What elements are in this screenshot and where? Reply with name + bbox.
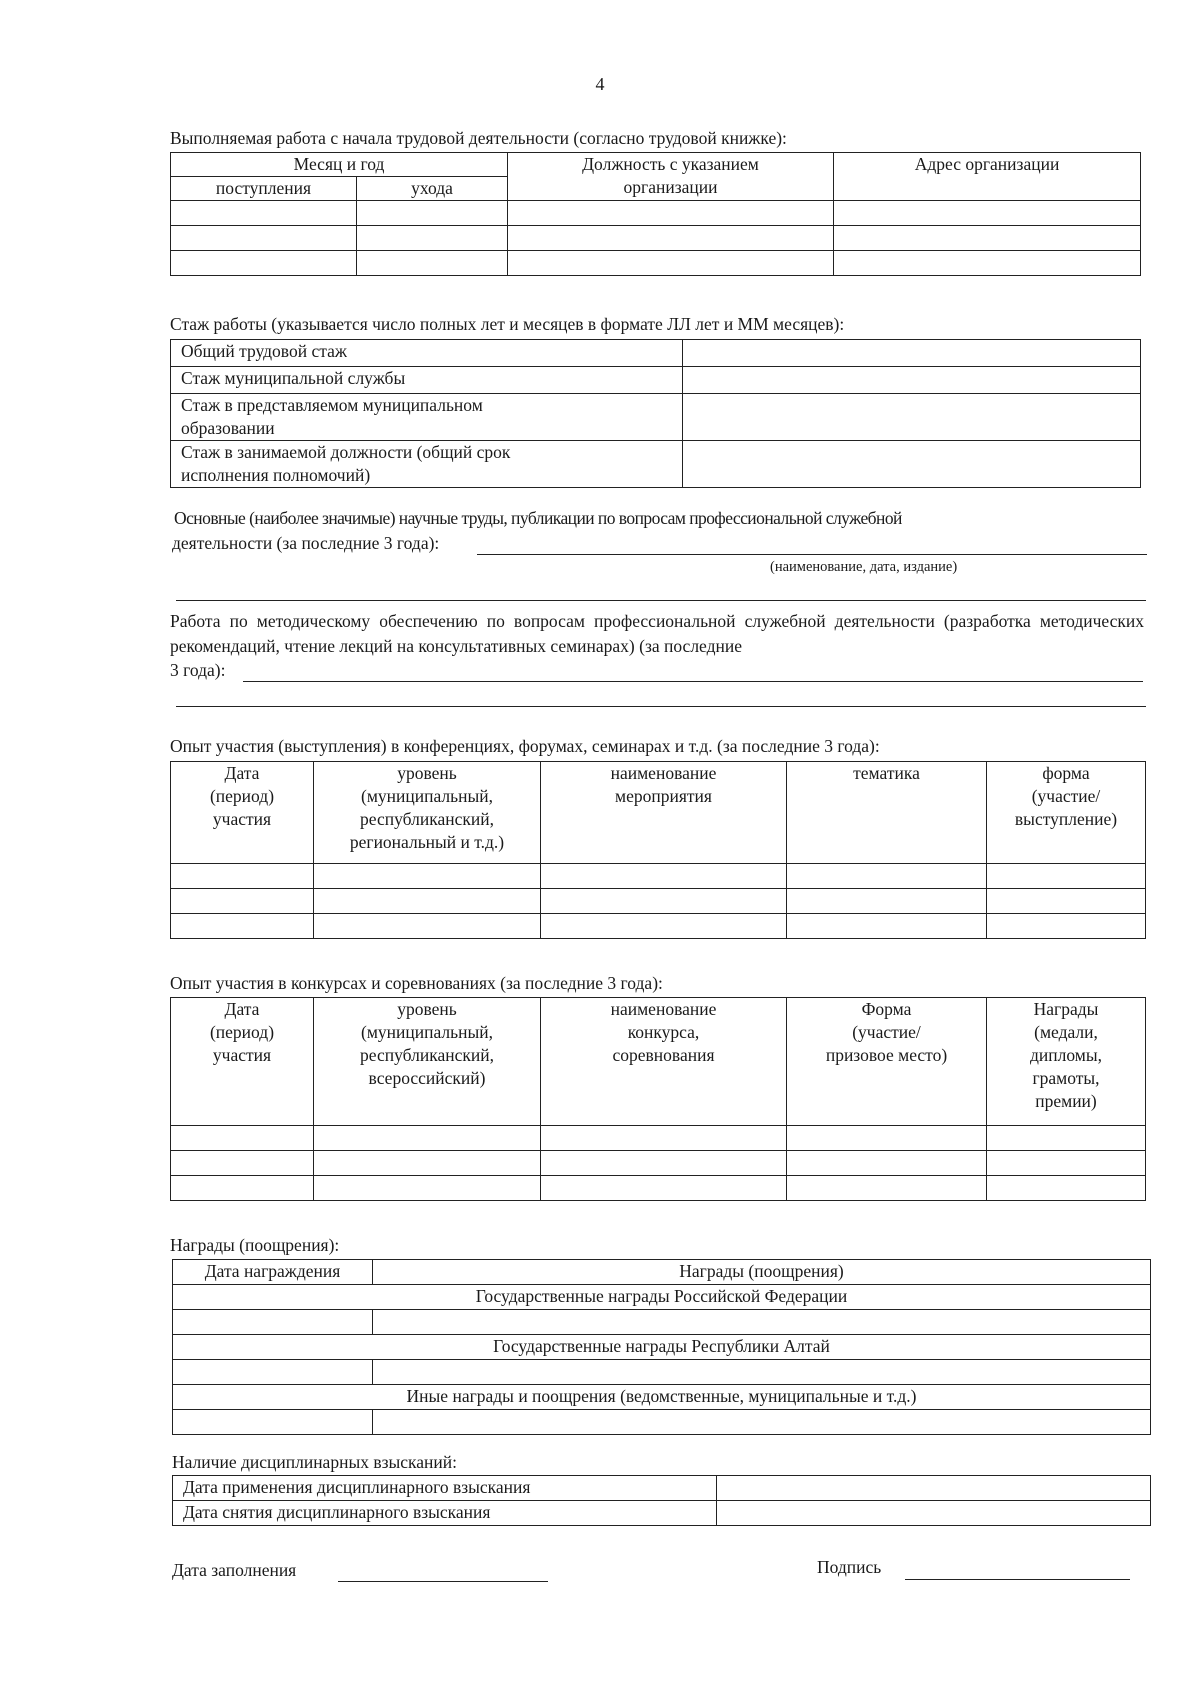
table-row bbox=[173, 1476, 1151, 1501]
table-row bbox=[171, 226, 1141, 251]
awards-section-other: Иные награды и поощрения (ведомственные, муниципальные и т.д.) bbox=[173, 1385, 1151, 1410]
comp-header-name: наименование конкурса, соревнования bbox=[541, 998, 787, 1126]
work-cell[interactable] bbox=[357, 201, 508, 226]
conf-cell[interactable] bbox=[314, 889, 541, 914]
seniority-title: Стаж работы (указывается число полных лет и месяцев в формате ЛЛ лет и ММ месяцев): bbox=[170, 314, 845, 334]
table-row bbox=[171, 394, 1141, 441]
seniority-position-label: Стаж в занимаемой должности (общий срок исполнения полномочий) bbox=[171, 441, 683, 488]
methodical-answer-line-2[interactable] bbox=[176, 706, 1146, 707]
methodical-text: Работа по методическому обеспечению по вопросам профессиональной служебной деятельности (разработка методических рекомендаций, чтение лекций на консультативных семинарах) (за последние bbox=[170, 611, 1144, 656]
seniority-municipal-value[interactable] bbox=[683, 367, 1141, 394]
competitions-table bbox=[170, 997, 1146, 1201]
seniority-total-value[interactable] bbox=[683, 340, 1141, 367]
disciplinary-removed-value[interactable] bbox=[717, 1501, 1151, 1526]
table-row bbox=[173, 1501, 1151, 1526]
publications-line2: деятельности (за последние 3 года): bbox=[172, 533, 440, 553]
comp-header-date: Дата (период) участия bbox=[171, 998, 314, 1126]
work-cell[interactable] bbox=[171, 251, 357, 276]
work-cell[interactable] bbox=[357, 251, 508, 276]
comp-cell[interactable] bbox=[541, 1176, 787, 1201]
awards-title: Награды (поощрения): bbox=[170, 1235, 340, 1255]
publications-line1: Основные (наиболее значимые) научные труды, публикации по вопросам профессиональной служебной bbox=[174, 508, 902, 528]
work-cell[interactable] bbox=[171, 226, 357, 251]
publications-answer-line[interactable] bbox=[477, 554, 1147, 555]
work-history-header-start: поступления bbox=[171, 177, 357, 201]
work-cell[interactable] bbox=[508, 201, 834, 226]
comp-cell[interactable] bbox=[987, 1126, 1146, 1151]
table-header-row bbox=[171, 762, 1146, 864]
work-cell[interactable] bbox=[834, 201, 1141, 226]
disciplinary-title: Наличие дисциплинарных взысканий: bbox=[172, 1452, 457, 1472]
table-row bbox=[171, 201, 1141, 226]
conf-cell[interactable] bbox=[987, 914, 1146, 939]
seniority-region-value[interactable] bbox=[683, 394, 1141, 441]
seniority-region-label: Стаж в представляемом муниципальном образовании bbox=[171, 394, 683, 441]
methodical-answer-line[interactable] bbox=[243, 681, 1143, 682]
conf-header-level: уровень (муниципальный, республиканский, региональный и т.д.) bbox=[314, 762, 541, 864]
conf-header-date: Дата (период) участия bbox=[171, 762, 314, 864]
table-row bbox=[171, 441, 1141, 488]
disciplinary-applied-label: Дата применения дисциплинарного взыскания bbox=[173, 1476, 717, 1501]
awards-cell-award[interactable] bbox=[373, 1360, 1151, 1385]
awards-header-awards: Награды (поощрения) bbox=[373, 1260, 1151, 1285]
work-cell[interactable] bbox=[171, 201, 357, 226]
comp-cell[interactable] bbox=[787, 1126, 987, 1151]
comp-cell[interactable] bbox=[787, 1176, 987, 1201]
comp-cell[interactable] bbox=[987, 1176, 1146, 1201]
seniority-position-value[interactable] bbox=[683, 441, 1141, 488]
table-row bbox=[173, 1385, 1151, 1410]
table-row bbox=[173, 1310, 1151, 1335]
work-history-header-end: ухода bbox=[357, 177, 508, 201]
work-history-header-address: Адрес организации bbox=[834, 153, 1141, 201]
comp-header-form: Форма (участие/ призовое место) bbox=[787, 998, 987, 1126]
competitions-title: Опыт участия в конкурсах и соревнованиях (за последние 3 года): bbox=[170, 973, 663, 993]
work-cell[interactable] bbox=[508, 251, 834, 276]
table-row bbox=[173, 1335, 1151, 1360]
work-history-header-month-year: Месяц и год bbox=[171, 153, 508, 177]
conf-cell[interactable] bbox=[787, 864, 987, 889]
table-row bbox=[171, 1151, 1146, 1176]
seniority-total-label: Общий трудовой стаж bbox=[171, 340, 683, 367]
disciplinary-table bbox=[172, 1475, 1151, 1526]
work-cell[interactable] bbox=[834, 251, 1141, 276]
table-row bbox=[171, 340, 1141, 367]
conf-cell[interactable] bbox=[541, 914, 787, 939]
work-history-title: Выполняемая работа с начала трудовой деятельности (согласно трудовой книжке): bbox=[170, 128, 787, 148]
conf-header-form: форма (участие/ выступление) bbox=[987, 762, 1146, 864]
awards-cell-date[interactable] bbox=[173, 1310, 373, 1335]
conf-cell[interactable] bbox=[171, 889, 314, 914]
table-row bbox=[171, 1126, 1146, 1151]
conf-cell[interactable] bbox=[987, 889, 1146, 914]
comp-cell[interactable] bbox=[171, 1176, 314, 1201]
comp-cell[interactable] bbox=[314, 1126, 541, 1151]
conf-cell[interactable] bbox=[171, 914, 314, 939]
comp-cell[interactable] bbox=[787, 1151, 987, 1176]
comp-cell[interactable] bbox=[171, 1151, 314, 1176]
fill-date-label: Дата заполнения bbox=[172, 1560, 297, 1580]
conferences-table bbox=[170, 761, 1146, 939]
awards-section-ra: Государственные награды Республики Алтай bbox=[173, 1335, 1151, 1360]
conf-cell[interactable] bbox=[541, 889, 787, 914]
table-row bbox=[173, 1410, 1151, 1435]
seniority-table bbox=[170, 339, 1141, 488]
awards-header-date: Дата награждения bbox=[173, 1260, 373, 1285]
table-row bbox=[171, 251, 1141, 276]
conf-cell[interactable] bbox=[541, 864, 787, 889]
awards-cell-award[interactable] bbox=[373, 1410, 1151, 1435]
table-row bbox=[173, 1260, 1151, 1285]
table-row bbox=[171, 864, 1146, 889]
seniority-municipal-label: Стаж муниципальной службы bbox=[171, 367, 683, 394]
disciplinary-applied-value[interactable] bbox=[717, 1476, 1151, 1501]
awards-cell-award[interactable] bbox=[373, 1310, 1151, 1335]
table-row bbox=[173, 1285, 1151, 1310]
table-row bbox=[171, 1176, 1146, 1201]
conf-cell[interactable] bbox=[787, 914, 987, 939]
comp-cell[interactable] bbox=[314, 1176, 541, 1201]
table-row bbox=[171, 367, 1141, 394]
table-header-row bbox=[171, 998, 1146, 1126]
comp-header-level: уровень (муниципальный, республиканский, всероссийский) bbox=[314, 998, 541, 1126]
conf-header-topic: тематика bbox=[787, 762, 987, 864]
work-history-table bbox=[170, 152, 1141, 276]
awards-cell-date[interactable] bbox=[173, 1360, 373, 1385]
awards-cell-date[interactable] bbox=[173, 1410, 373, 1435]
signature-line[interactable] bbox=[905, 1579, 1130, 1580]
disciplinary-removed-label: Дата снятия дисциплинарного взыскания bbox=[173, 1501, 717, 1526]
work-cell[interactable] bbox=[508, 226, 834, 251]
awards-section-rf: Государственные награды Российской Федерации bbox=[173, 1285, 1151, 1310]
table-row bbox=[171, 914, 1146, 939]
signature-label: Подпись bbox=[817, 1557, 882, 1577]
conferences-title: Опыт участия (выступления) в конференциях, форумах, семинарах и т.д. (за последние 3 года): bbox=[170, 736, 880, 756]
methodical-last-line: 3 года): bbox=[170, 660, 226, 680]
conf-cell[interactable] bbox=[314, 864, 541, 889]
comp-cell[interactable] bbox=[541, 1126, 787, 1151]
conf-cell[interactable] bbox=[987, 864, 1146, 889]
awards-table bbox=[172, 1259, 1151, 1435]
comp-cell[interactable] bbox=[987, 1151, 1146, 1176]
work-cell[interactable] bbox=[357, 226, 508, 251]
comp-cell[interactable] bbox=[171, 1126, 314, 1151]
comp-header-awards: Награды (медали, дипломы, грамоты, премии) bbox=[987, 998, 1146, 1126]
conf-header-name: наименование мероприятия bbox=[541, 762, 787, 864]
table-row bbox=[173, 1360, 1151, 1385]
table-row bbox=[171, 889, 1146, 914]
fill-date-line[interactable] bbox=[338, 1581, 548, 1582]
comp-cell[interactable] bbox=[314, 1151, 541, 1176]
conf-cell[interactable] bbox=[787, 889, 987, 914]
conf-cell[interactable] bbox=[171, 864, 314, 889]
work-history-header-position: Должность с указанием организации bbox=[508, 153, 834, 201]
publications-answer-line-2[interactable] bbox=[176, 600, 1146, 601]
page-number: 4 bbox=[595, 74, 605, 94]
conf-cell[interactable] bbox=[314, 914, 541, 939]
publications-hint: (наименование, дата, издание) bbox=[770, 559, 958, 575]
comp-cell[interactable] bbox=[541, 1151, 787, 1176]
work-cell[interactable] bbox=[834, 226, 1141, 251]
